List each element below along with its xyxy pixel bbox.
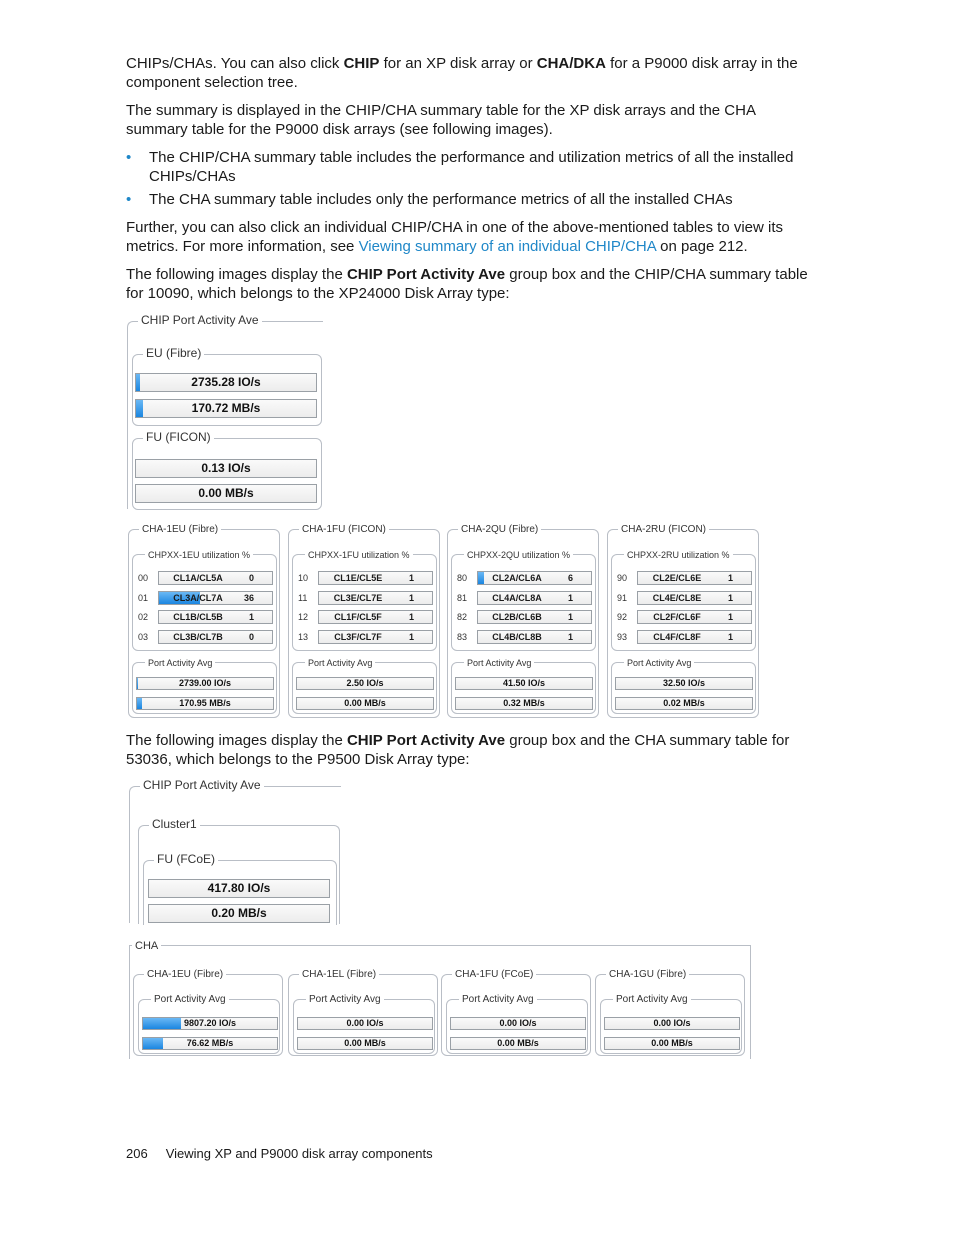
cha-title: CHA-2QU (Fibre) [458, 522, 541, 538]
mbs-bar [615, 697, 753, 710]
mbs-bar [455, 697, 593, 710]
chip-row[interactable] [158, 591, 273, 605]
cha-panel [447, 524, 599, 718]
port-activity-title: Port Activity Avg [613, 992, 691, 1008]
cha-panel [288, 524, 440, 718]
port-number: 90 [617, 573, 628, 583]
utilization-value: 0 [248, 573, 254, 583]
utilization-value: 1 [408, 631, 414, 642]
chip-name: CL2A/CL6A [492, 573, 542, 583]
port-activity-title: Port Activity Avg [151, 992, 229, 1008]
chip-row[interactable] [318, 591, 433, 605]
chip-row[interactable] [637, 610, 752, 624]
ios-bar [604, 1017, 740, 1030]
utilization-value: 1 [567, 592, 573, 603]
port-number: 02 [138, 612, 149, 622]
utilization-groupbox [292, 550, 437, 651]
paragraph-further [126, 218, 816, 256]
chip-row[interactable] [477, 571, 592, 585]
port-activity-title: Port Activity Avg [624, 655, 694, 671]
chip-name: CL4A/CL8A [492, 592, 542, 603]
paragraph-fig-intro-p9500 [126, 731, 816, 769]
cha-title: CHA-1FU (FICON) [299, 522, 389, 538]
bold-cha-dka: CHA/DKA [536, 55, 606, 72]
utilization-value: 36 [243, 592, 254, 603]
text-run: group box and the CHIP/CHA summary table for 10090, which belongs to the XP24000 Disk Array type: [126, 266, 808, 302]
text-run: for an XP disk array or [379, 55, 537, 72]
mbs-value: 76.62 MB/s [186, 1038, 234, 1048]
chip-row[interactable] [637, 591, 752, 605]
chip-row[interactable] [637, 571, 752, 585]
utilization-value: 0 [248, 631, 254, 642]
ios-value: 417.80 IO/s [207, 881, 271, 895]
ios-value: 2739.00 IO/s [178, 678, 232, 688]
chip-row[interactable] [158, 610, 273, 624]
bullet-text: The CHIP/CHA summary table includes the performance and utilization metrics of all the installed CHIPs/CHAs [149, 149, 794, 185]
chip-row[interactable] [318, 571, 433, 585]
utilization-value: 1 [408, 573, 414, 583]
text-run: The following images display the [126, 732, 347, 749]
groupbox-title: EU (Fibre) [143, 345, 204, 361]
ios-value: 0.00 IO/s [346, 1018, 384, 1028]
port-number: 82 [457, 612, 468, 622]
ios-bar [135, 459, 317, 478]
chip-name: CL4E/CL8E [652, 592, 702, 603]
ios-bar [450, 1017, 586, 1030]
ios-value: 2735.28 IO/s [191, 375, 261, 389]
mbs-value: 0.00 MB/s [344, 698, 386, 708]
bullet-text: The CHA summary table includes only the performance metrics of all the installed CHAs [149, 191, 733, 208]
text-run: on page 212. [655, 238, 748, 255]
port-activity-groupbox [293, 994, 435, 1054]
bullet-item [126, 148, 816, 186]
utilization-value: 1 [727, 612, 733, 622]
bold-chip: CHIP [343, 55, 380, 72]
ios-bar [296, 677, 434, 690]
paragraph-intro [126, 54, 816, 92]
cha-title: CHA-1GU (Fibre) [606, 967, 689, 983]
ios-bar [135, 373, 317, 392]
port-activity-groupbox [292, 658, 437, 714]
chip-port-activity-groupbox [127, 313, 323, 509]
bullet-icon: • [126, 191, 132, 208]
cha-panel [441, 969, 591, 1056]
port-number: 12 [298, 612, 309, 622]
port-number: 10 [298, 573, 309, 583]
chip-row[interactable] [158, 630, 273, 644]
mbs-value: 170.95 MB/s [179, 698, 231, 708]
mbs-bar [135, 484, 317, 503]
ios-bar [142, 1017, 278, 1030]
chip-name: CL3A/CL7A [173, 592, 223, 603]
utilization-groupbox [611, 550, 756, 651]
port-activity-groupbox [132, 658, 277, 714]
groupbox-title: CHA [132, 938, 161, 954]
utilization-value: 1 [408, 612, 414, 622]
cha-panel [288, 969, 438, 1056]
port-number: 03 [138, 631, 149, 642]
utilization-value: 1 [567, 631, 573, 642]
ios-value: 0.00 IO/s [653, 1018, 691, 1028]
text-run: group box and the CHA summary table for 53036, which belongs to the P9500 Disk Array type: [126, 732, 790, 768]
ios-bar [615, 677, 753, 690]
utilization-value: 6 [567, 573, 573, 583]
cha-title: CHA-1EU (Fibre) [139, 522, 221, 538]
port-activity-title: Port Activity Avg [145, 655, 215, 671]
ios-bar [148, 879, 330, 898]
mbs-bar [296, 697, 434, 710]
cha-panel [133, 969, 283, 1056]
mbs-value: 0.20 MB/s [211, 906, 267, 920]
chip-port-activity-groupbox [129, 778, 341, 923]
ios-value: 41.50 IO/s [502, 678, 546, 688]
ios-bar [455, 677, 593, 690]
cross-reference-link[interactable]: Viewing summary of an individual CHIP/CHA [358, 238, 656, 255]
cha-title: CHA-1EU (Fibre) [144, 967, 226, 983]
mbs-bar [604, 1037, 740, 1050]
utilization-groupbox [132, 550, 277, 651]
paragraph-fig-intro-xp [126, 265, 816, 303]
port-activity-groupbox [451, 658, 596, 714]
groupbox-title: CHIP Port Activity Ave [140, 777, 264, 793]
utilization-groupbox [451, 550, 596, 651]
port-number: 83 [457, 631, 468, 642]
page-number: 206 [126, 1146, 148, 1161]
chip-name: CL3F/CL7F [334, 631, 382, 642]
cha-title: CHA-1EL (Fibre) [299, 967, 379, 983]
ios-bar [136, 677, 274, 690]
port-activity-groupbox [138, 994, 280, 1054]
mbs-bar [135, 399, 317, 418]
chip-row[interactable] [318, 630, 433, 644]
chip-name: CL2F/CL6F [653, 612, 701, 622]
fu-ficon-groupbox [132, 430, 322, 510]
text-run: Further, you can also click an individual CHIP/CHA in one of the above-mentioned tables to view its metrics. For more information, see [126, 219, 784, 255]
chip-name: CL4B/CL8B [492, 631, 542, 642]
ios-value: 0.13 IO/s [201, 461, 251, 475]
utilization-value: 1 [727, 573, 733, 583]
chip-name: CL1F/CL5F [334, 612, 382, 622]
port-number: 13 [298, 631, 309, 642]
utilization-value: 1 [727, 592, 733, 603]
cha-title: CHA-1FU (FCoE) [452, 967, 536, 983]
bold-term: CHIP Port Activity Ave [346, 266, 506, 283]
port-number: 93 [617, 631, 628, 642]
bullet-icon: • [126, 149, 132, 166]
mbs-value: 0.32 MB/s [503, 698, 545, 708]
groupbox-title: FU (FCoE) [154, 851, 218, 867]
groupbox-title: CHIP Port Activity Ave [138, 312, 262, 328]
port-activity-title: Port Activity Avg [306, 992, 384, 1008]
utilization-value: 1 [248, 612, 254, 622]
port-number: 80 [457, 573, 468, 583]
bold-term: CHIP Port Activity Ave [346, 732, 506, 749]
mbs-value: 0.02 MB/s [663, 698, 705, 708]
utilization-value: 1 [408, 592, 414, 603]
utilization-title: CHPXX-1FU utilization % [305, 547, 413, 563]
chip-row[interactable] [477, 630, 592, 644]
chip-row[interactable] [477, 591, 592, 605]
mbs-value: 0.00 MB/s [651, 1038, 693, 1048]
chip-name: CL2E/CL6E [652, 573, 702, 583]
mbs-value: 0.00 MB/s [344, 1038, 386, 1048]
mbs-value: 0.00 MB/s [198, 486, 254, 500]
chip-name: CL3E/CL7E [333, 592, 383, 603]
chip-name: CL4F/CL8F [653, 631, 701, 642]
port-activity-groupbox [600, 994, 742, 1054]
groupbox-title: Cluster1 [149, 816, 200, 832]
utilization-title: CHPXX-1EU utilization % [145, 547, 253, 563]
port-activity-title: Port Activity Avg [464, 655, 534, 671]
mbs-bar [450, 1037, 586, 1050]
utilization-title: CHPXX-2QU utilization % [464, 547, 573, 563]
port-number: 91 [617, 592, 628, 603]
port-activity-groupbox [611, 658, 756, 714]
paragraph-summary: The summary is displayed in the CHIP/CHA summary table for the XP disk arrays and the CHA summary table for the P9000 disk arrays (see following images). [126, 102, 756, 138]
cha-panel [128, 524, 280, 718]
mbs-bar [136, 697, 274, 710]
ios-value: 0.00 IO/s [499, 1018, 537, 1028]
port-activity-title: Port Activity Avg [459, 992, 537, 1008]
chip-name: CL3B/CL7B [173, 631, 223, 642]
chip-row[interactable] [318, 610, 433, 624]
eu-fibre-groupbox [132, 346, 322, 426]
chip-name: CL1A/CL5A [173, 573, 223, 583]
port-number: 92 [617, 612, 628, 622]
port-number: 81 [457, 592, 468, 603]
port-activity-groupbox [446, 994, 588, 1054]
bullet-item [126, 190, 816, 209]
cha-panel [595, 969, 745, 1056]
mbs-value: 170.72 MB/s [191, 401, 261, 415]
utilization-value: 1 [567, 612, 573, 622]
ios-value: 9807.20 IO/s [183, 1018, 237, 1028]
chip-row[interactable] [158, 571, 273, 585]
footer-title: Viewing XP and P9000 disk array components [165, 1146, 433, 1161]
mbs-bar [142, 1037, 278, 1050]
fu-fcoe-groupbox [143, 852, 337, 925]
text-run: The following images display the [126, 266, 347, 283]
cha-panel [607, 524, 759, 718]
ios-value: 2.50 IO/s [346, 678, 384, 688]
ios-value: 32.50 IO/s [662, 678, 706, 688]
ios-bar [297, 1017, 433, 1030]
port-number: 00 [138, 573, 149, 583]
port-number: 11 [298, 592, 308, 603]
cluster1-groupbox [138, 817, 340, 924]
mbs-bar [297, 1037, 433, 1050]
text-run: CHIPs/CHAs. You can also click [126, 55, 344, 72]
mbs-value: 0.00 MB/s [497, 1038, 539, 1048]
page-footer [126, 1146, 433, 1161]
chip-name: CL1E/CL5E [333, 573, 383, 583]
groupbox-title: FU (FICON) [143, 429, 214, 445]
utilization-title: CHPXX-2RU utilization % [624, 547, 733, 563]
text-run: for a P9000 disk array in the component selection tree. [126, 55, 798, 91]
utilization-value: 1 [727, 631, 733, 642]
cha-title: CHA-2RU (FICON) [618, 522, 709, 538]
chip-name: CL1B/CL5B [173, 612, 223, 622]
chip-row[interactable] [637, 630, 752, 644]
cha-summary-table [129, 940, 751, 1059]
chip-name: CL2B/CL6B [492, 612, 542, 622]
chip-row[interactable] [477, 610, 592, 624]
mbs-bar [148, 904, 330, 923]
port-activity-title: Port Activity Avg [305, 655, 375, 671]
port-number: 01 [138, 592, 149, 603]
